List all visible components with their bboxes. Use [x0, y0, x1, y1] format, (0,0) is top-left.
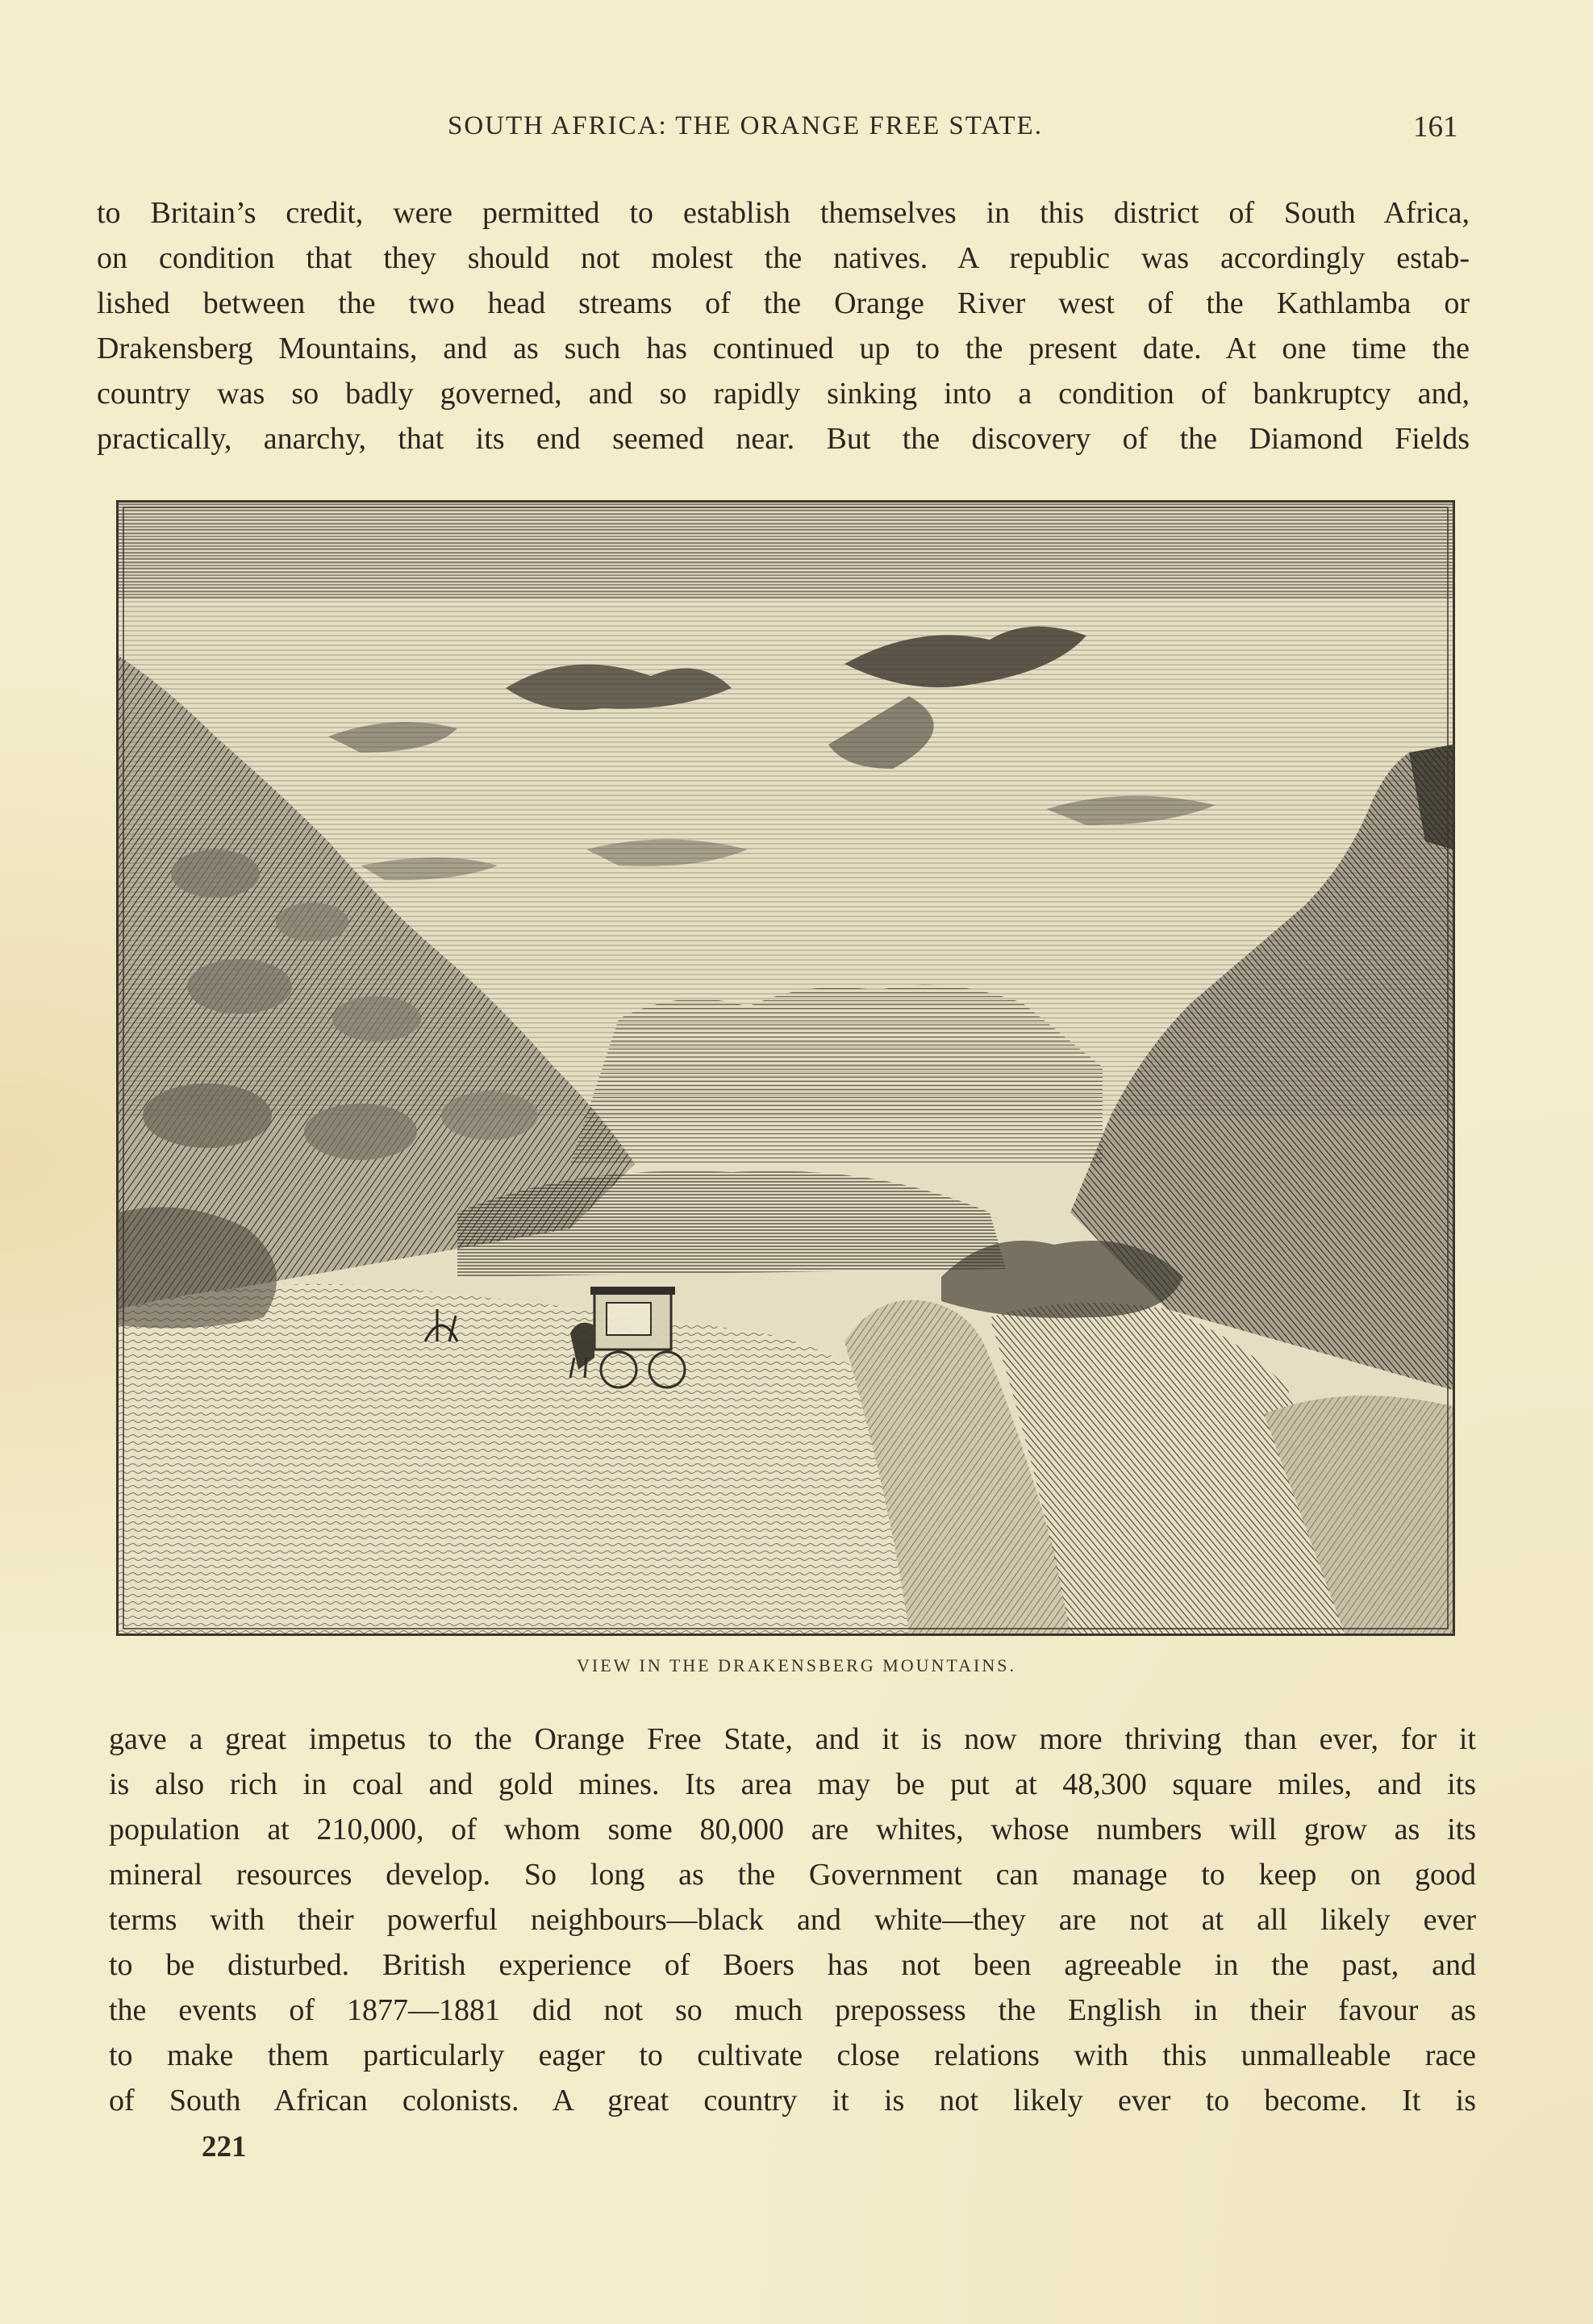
signature-mark: 221: [202, 2130, 247, 2163]
text-line: the events of 1877—1881 did not so much prepossess the English in their favour as: [109, 1993, 1476, 2027]
text-line: country was so badly governed, and so rapidly sinking into a condition of bankruptcy and,: [97, 377, 1470, 411]
text-line: practically, anarchy, that its end seemed near. But the discovery of the Diamond Fields: [97, 422, 1470, 456]
text-line: gave a great impetus to the Orange Free State, and it is now more thriving than ever, for it: [109, 1722, 1476, 1756]
text-line: is also rich in coal and gold mines. Its area may be put at 48,300 square miles, and its: [109, 1767, 1476, 1801]
engraving-illustration: [116, 500, 1455, 1636]
text-line: terms with their powerful neighbours—black and white—they are not at all likely ever: [109, 1903, 1476, 1937]
text-line: on condition that they should not molest the natives. A republic was accordingly estab-: [97, 241, 1470, 275]
paragraph-bottom: [109, 1717, 1476, 2123]
page-number: 161: [1413, 111, 1458, 144]
mountain-landscape-engraving: [119, 503, 1453, 1633]
running-head: SOUTH AFRICA: THE ORANGE FREE STATE.: [448, 111, 1043, 140]
paragraph-top: [97, 190, 1470, 461]
text-line: to Britain’s credit, were permitted to establish themselves in this district of South Africa,: [97, 196, 1470, 230]
text-line: population at 210,000, of whom some 80,000 are whites, whose numbers will grow as its: [109, 1813, 1476, 1846]
text-line: mineral resources develop. So long as the Government can manage to keep on good: [109, 1858, 1476, 1892]
figure-caption: VIEW IN THE DRAKENSBERG MOUNTAINS.: [577, 1655, 1016, 1675]
text-line: of South African colonists. A great country it is not likely ever to become. It is: [109, 2084, 1476, 2117]
text-line: to be disturbed. British experience of Boers has not been agreeable in the past, and: [109, 1948, 1476, 1982]
text-line: lished between the two head streams of the Orange River west of the Kathlamba or: [97, 286, 1470, 320]
text-line: to make them particularly eager to cultivate close relations with this unmalleable race: [109, 2038, 1476, 2072]
text-line: Drakensberg Mountains, and as such has continued up to the present date. At one time the: [97, 332, 1470, 365]
